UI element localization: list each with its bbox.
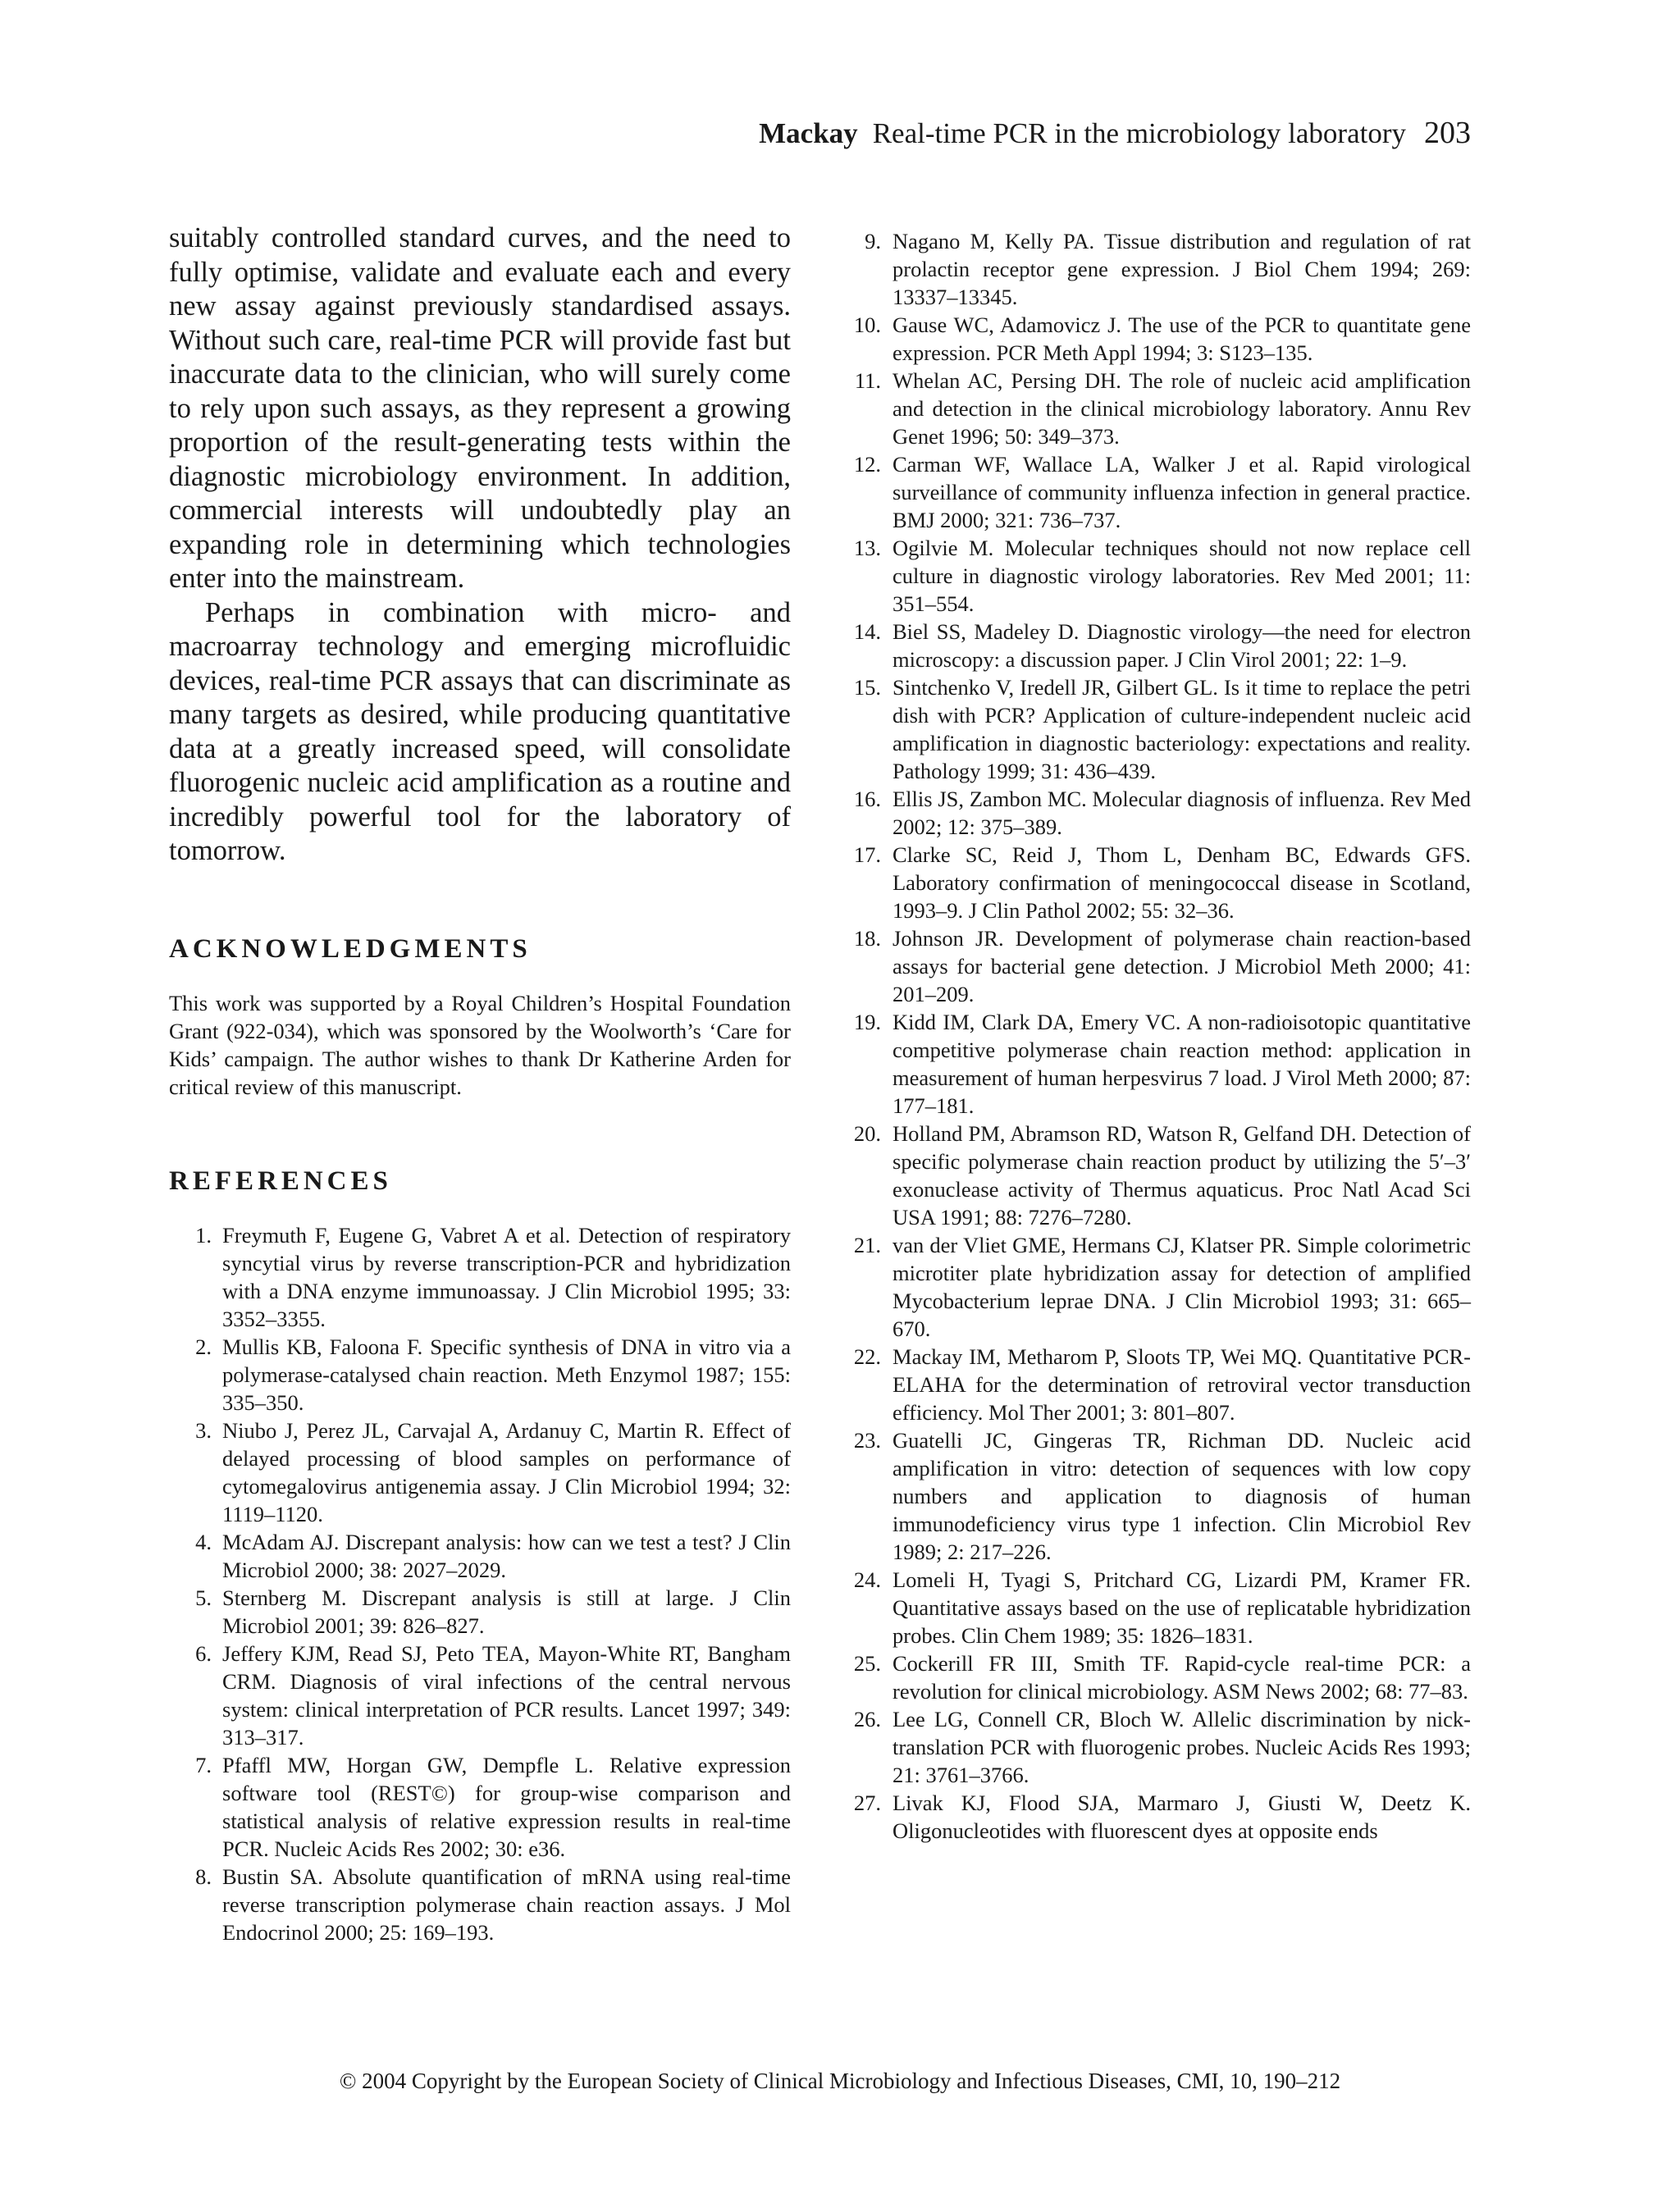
- reference-text: Niubo J, Perez JL, Carvajal A, Ardanuy C, Martin R. Effect of delayed processing of blood samples on performance of cytomegalovirus antigenemia assay. J Clin Microbiol 1994; 32: 1119–1120.: [222, 1417, 791, 1526]
- reference-item: [851, 1705, 1471, 1789]
- reference-item: [851, 1343, 1471, 1426]
- reference-text: Johnson JR. Development of polymerase chain reaction-based assays for bacterial gene detection. J Microbiol Meth 2000; 41: 201–209.: [892, 926, 1471, 1006]
- reference-number: 8.: [195, 1864, 212, 1889]
- reference-text: Lee LG, Connell CR, Bloch W. Allelic discrimination by nick-translation PCR with fluorogenic probes. Nucleic Acids Res 1993; 21: 3761–3766.: [892, 1707, 1471, 1787]
- reference-item: [851, 450, 1471, 534]
- reference-number: 1.: [195, 1222, 212, 1248]
- reference-number: 12.: [853, 452, 881, 477]
- reference-text: Kidd IM, Clark DA, Emery VC. A non-radioisotopic quantitative competitive polymerase chain reaction method: application in measurement of human herpesvirus 7 load. J Virol Meth 2000; 87: 177–181.: [892, 1010, 1471, 1118]
- reference-item: [851, 1120, 1471, 1231]
- acknowledgments-heading: ACKNOWLEDGMENTS: [169, 933, 532, 964]
- reference-number: 24.: [853, 1567, 881, 1592]
- acknowledgments-text: This work was supported by a Royal Children’s Hospital Foundation Grant (922-034), which was sponsored by the Woolworth’s ‘Care for Kids’ campaign. The author wishes to thank Dr Katherine Arden for critical review of this manuscript.: [169, 990, 791, 1099]
- reference-item: [169, 1863, 791, 1946]
- running-head: [759, 115, 1471, 151]
- reference-item: [851, 1426, 1471, 1566]
- reference-number: 5.: [195, 1585, 212, 1610]
- reference-item: [169, 1333, 791, 1416]
- reference-item: [169, 1416, 791, 1528]
- reference-text: Freymuth F, Eugene G, Vabret A et al. Detection of respiratory syncytial virus by reverse transcription-PCR and hybridization with a DNA enzyme immunoassay. J Clin Microbiol 1995; 33: 3352–3355.: [222, 1222, 791, 1331]
- reference-item: [851, 1789, 1471, 1845]
- reference-item: [851, 311, 1471, 367]
- reference-number: 21.: [853, 1233, 881, 1257]
- reference-item: [851, 1649, 1471, 1705]
- reference-text: Carman WF, Wallace LA, Walker J et al. Rapid virological surveillance of community influenza infection in general practice. BMJ 2000; 321: 736–737.: [892, 452, 1471, 532]
- reference-text: van der Vliet GME, Hermans CJ, Klatser PR. Simple colorimetric microtiter plate hybridization assay for detection of amplified Mycobacterium leprae DNA. J Clin Microbiol 1993; 31: 665–670.: [892, 1233, 1471, 1341]
- reference-text: Holland PM, Abramson RD, Watson R, Gelfand DH. Detection of specific polymerase chain reaction product by utilizing the 5′–3′ exonuclease activity of Thermus aquaticus. Proc Natl Acad Sci USA 1991; 88: 7276–7280.: [892, 1121, 1471, 1229]
- reference-text: Guatelli JC, Gingeras TR, Richman DD. Nucleic acid amplification in vitro: detection of sequences with low copy numbers and application to diagnosis of human immunodeficiency virus type 1 infection. Clin Microbiol Rev 1989; 2: 217–226.: [892, 1428, 1471, 1564]
- reference-number: 4.: [195, 1529, 212, 1554]
- reference-text: Bustin SA. Absolute quantification of mRNA using real-time reverse transcription polymerase chain reaction assays. J Mol Endocrinol 2000; 25: 169–193.: [222, 1864, 791, 1945]
- reference-number: 17.: [853, 842, 881, 867]
- reference-number: 25.: [853, 1651, 881, 1676]
- reference-text: Clarke SC, Reid J, Thom L, Denham BC, Edwards GFS. Laboratory confirmation of meningococcal disease in Scotland, 1993–9. J Clin Pathol 2002; 55: 32–36.: [892, 842, 1471, 923]
- reference-text: Whelan AC, Persing DH. The role of nucleic acid amplification and detection in the clinical microbiology laboratory. Annu Rev Genet 1996; 50: 349–373.: [892, 368, 1471, 449]
- reference-item: [851, 1566, 1471, 1649]
- reference-text: Cockerill FR III, Smith TF. Rapid-cycle real-time PCR: a revolution for clinical microbiology. ASM News 2002; 68: 77–83.: [892, 1651, 1471, 1704]
- reference-number: 9.: [865, 229, 881, 253]
- right-column: [851, 227, 1471, 1845]
- reference-text: Sternberg M. Discrepant analysis is still at large. J Clin Microbiol 2001; 39: 826–827.: [222, 1585, 791, 1638]
- reference-number: 22.: [853, 1344, 881, 1369]
- reference-number: 2.: [195, 1334, 212, 1359]
- reference-item: [851, 785, 1471, 841]
- reference-text: Mullis KB, Faloona F. Specific synthesis of DNA in vitro via a polymerase-catalysed chain reaction. Meth Enzymol 1987; 155: 335–350.: [222, 1334, 791, 1415]
- page-number: 203: [1424, 116, 1471, 150]
- reference-list-right: [851, 227, 1471, 1845]
- reference-text: Lomeli H, Tyagi S, Pritchard CG, Lizardi PM, Kramer FR. Quantitative assays based on the use of replicatable hybridization probes. Clin Chem 1989; 35: 1826–1831.: [892, 1567, 1471, 1648]
- reference-item: [851, 1231, 1471, 1343]
- reference-number: 19.: [853, 1010, 881, 1034]
- reference-number: 3.: [195, 1417, 212, 1443]
- reference-item: [851, 227, 1471, 311]
- copyright-footer: © 2004 Copyright by the European Society of Clinical Microbiology and Infectious Diseases, CMI, 10, 190–212: [339, 2069, 1341, 2093]
- reference-number: 18.: [853, 926, 881, 951]
- running-head-title: Real-time PCR in the microbiology laboratory: [872, 117, 1406, 149]
- running-head-author: Mackay: [759, 117, 858, 149]
- reference-number: 6.: [195, 1640, 212, 1666]
- reference-text: Gause WC, Adamovicz J. The use of the PCR to quantitate gene expression. PCR Meth Appl 1994; 3: S123–135.: [892, 312, 1471, 365]
- reference-number: 15.: [853, 675, 881, 700]
- reference-number: 20.: [853, 1121, 881, 1146]
- reference-text: Sintchenko V, Iredell JR, Gilbert GL. Is it time to replace the petri dish with PCR? Application of culture-independent nucleic acid amplification in diagnostic bacteriology: expectations and reality. Pathology 1999; 31: 436–439.: [892, 675, 1471, 783]
- reference-text: Mackay IM, Metharom P, Sloots TP, Wei MQ. Quantitative PCR-ELAHA for the determination of retroviral vector transduction efficiency. Mol Ther 2001; 3: 801–807.: [892, 1344, 1471, 1425]
- reference-item: [851, 534, 1471, 618]
- left-column: [169, 221, 791, 1946]
- reference-item: [851, 367, 1471, 450]
- reference-item: [169, 1528, 791, 1584]
- reference-text: Jeffery KJM, Read SJ, Peto TEA, Mayon-White RT, Bangham CRM. Diagnosis of viral infections of the central nervous system: clinical interpretation of PCR results. Lancet 1997; 349: 313–317.: [222, 1640, 791, 1750]
- reference-number: 14.: [853, 619, 881, 644]
- reference-number: 11.: [854, 368, 881, 393]
- reference-text: Livak KJ, Flood SJA, Marmaro J, Giusti W, Deetz K. Oligonucleotides with fluorescent dyes at opposite ends: [892, 1791, 1471, 1843]
- reference-list-left: [169, 1221, 791, 1946]
- body-paragraph-1: suitably controlled standard curves, and the need to fully optimise, validate and evaluate each and every new assay against previously standardised assays. Without such care, real-time PCR will provide fast but inaccurate data to the clinician, who will surely come to rely upon such assays, as they represent a growing proportion of the result-generating tests within the diagnostic microbiology environment. In addition, commercial interests will undoubtedly play an expanding role in determining which technologies enter into the mainstream.: [169, 222, 791, 594]
- reference-text: Ellis JS, Zambon MC. Molecular diagnosis of influenza. Rev Med 2002; 12: 375–389.: [892, 787, 1471, 839]
- reference-number: 13.: [853, 536, 881, 560]
- body-paragraph-2: Perhaps in combination with micro- and macroarray technology and emerging microfluidic devices, real-time PCR assays that can discriminate as many targets as desired, while producing quantitative data at a greatly increased speed, will consolidate fluorogenic nucleic acid amplification as a routine and incredibly powerful tool for the laboratory of tomorrow.: [169, 596, 791, 866]
- reference-number: 7.: [195, 1752, 212, 1777]
- reference-item: [169, 1751, 791, 1863]
- reference-number: 26.: [853, 1707, 881, 1731]
- reference-number: 23.: [853, 1428, 881, 1453]
- reference-text: McAdam AJ. Discrepant analysis: how can we test a test? J Clin Microbiol 2000; 38: 2027–2029.: [222, 1529, 791, 1582]
- reference-item: [851, 924, 1471, 1008]
- reference-number: 10.: [853, 312, 881, 337]
- reference-number: 27.: [853, 1791, 881, 1815]
- reference-text: Ogilvie M. Molecular techniques should not now replace cell culture in diagnostic virology laboratories. Rev Med 2001; 11: 351–554.: [892, 536, 1471, 616]
- reference-item: [851, 1008, 1471, 1120]
- references-heading: REFERENCES: [169, 1166, 392, 1196]
- reference-item: [169, 1584, 791, 1640]
- reference-text: Biel SS, Madeley D. Diagnostic virology—the need for electron microscopy: a discussion paper. J Clin Virol 2001; 22: 1–9.: [892, 619, 1471, 672]
- reference-item: [851, 618, 1471, 673]
- reference-item: [851, 673, 1471, 785]
- reference-item: [169, 1221, 791, 1333]
- reference-text: Nagano M, Kelly PA. Tissue distribution and regulation of rat prolactin receptor gene expression. J Biol Chem 1994; 269: 13337–13345.: [892, 229, 1471, 309]
- reference-text: Pfaffl MW, Horgan GW, Dempfle L. Relative expression software tool (REST©) for group-wise comparison and statistical analysis of relative expression results in real-time PCR. Nucleic Acids Res 2002; 30: e36.: [222, 1752, 791, 1861]
- reference-number: 16.: [853, 787, 881, 811]
- reference-item: [169, 1640, 791, 1751]
- reference-item: [851, 841, 1471, 924]
